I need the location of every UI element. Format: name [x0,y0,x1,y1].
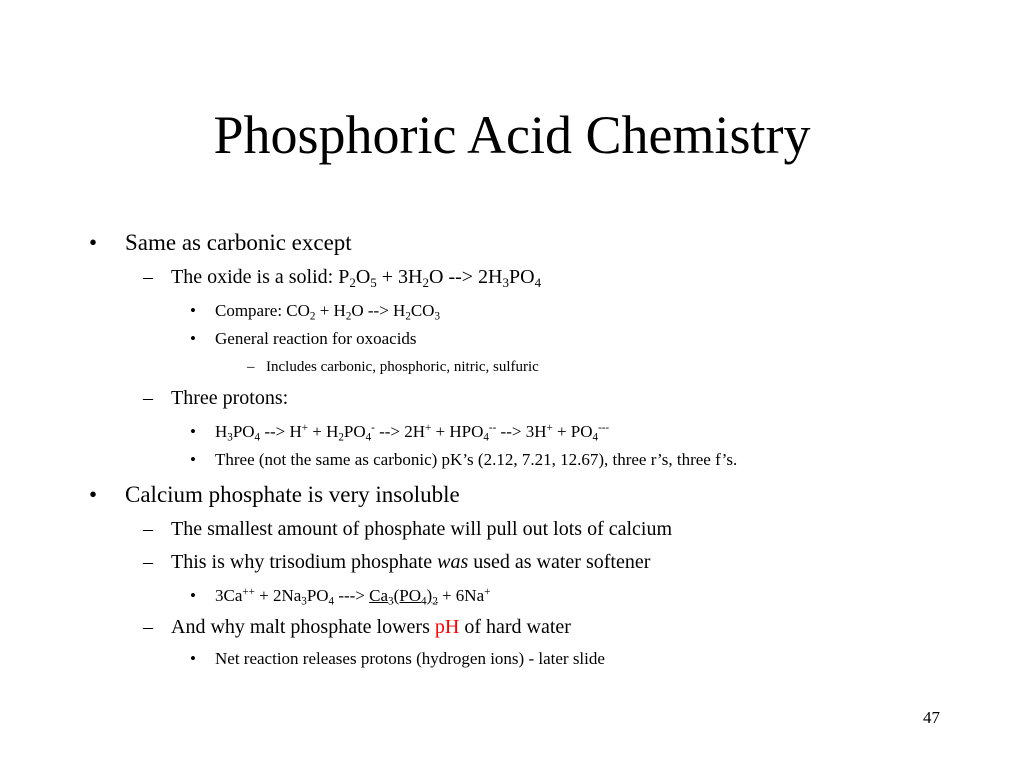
sub-sub-bullet-marker: • [190,450,196,469]
sub-bullet-item: This is why trisodium phosphate was used as water softener [171,551,651,573]
level4-bullet-marker: – [247,359,255,375]
sub-sub-bullet-item: Compare: $CO_2 + H_2O$ --> $H_2CO_3$ [215,301,440,323]
underlined-product: $Ca_3(PO_4)_2$ [369,586,438,608]
ph-highlight: pH [434,616,460,638]
bullet-marker: • [89,482,98,507]
sub-bullet-item: The oxide is a solid: $P_2O_5 + 3H_2O$ --> $2H_3PO_4$ [171,266,542,290]
sub-bullet-item: Three protons: [171,387,289,409]
bullet-item: Same as carbonic except [125,230,352,255]
sub-sub-bullet-item: $H_3PO_4$ --> $H^+ + H_2PO_4^-$ --> $2H^+ + HPO_4^{--}$ --> $3H^+ + PO_4^{---}$ [215,421,610,444]
level4-bullet-item: Includes carbonic, phosphoric, nitric, sulfuric [266,359,539,375]
sub-bullet-marker: – [143,266,153,288]
sub-sub-bullet-marker: • [190,586,196,605]
sub-sub-bullet-marker: • [190,301,196,320]
sub-sub-bullet-marker: • [190,422,196,441]
bullet-item: Calcium phosphate is very insoluble [125,482,460,507]
slide-title: Phosphoric Acid Chemistry [213,105,811,165]
sub-sub-bullet-item: Net reaction releases protons (hydrogen ions) - later slide [215,649,605,668]
sub-sub-bullet-item: General reaction for oxoacids [215,329,417,348]
sub-sub-bullet-marker: • [190,649,196,668]
sub-sub-bullet-item: $3Ca^{++} + 2Na_3PO_4$ ---> $Ca_3(PO_4)_2 + 6Na^+$ [215,585,491,608]
bullet-marker: • [89,230,98,255]
sub-bullet-marker: – [143,518,153,540]
page-number: 47 [923,708,940,727]
sub-bullet-marker: – [143,387,153,409]
sub-sub-bullet-marker: • [190,329,196,348]
sub-bullet-marker: – [143,551,153,573]
sub-bullet-marker: – [143,616,153,638]
sub-bullet-item: And why malt phosphate lowers pH of hard water [171,616,571,638]
sub-bullet-item: The smallest amount of phosphate will pull out lots of calcium [171,518,673,540]
sub-sub-bullet-item: Three (not the same as carbonic) pK’s (2.12, 7.21, 12.67), three r’s, three f’s. [215,450,738,469]
